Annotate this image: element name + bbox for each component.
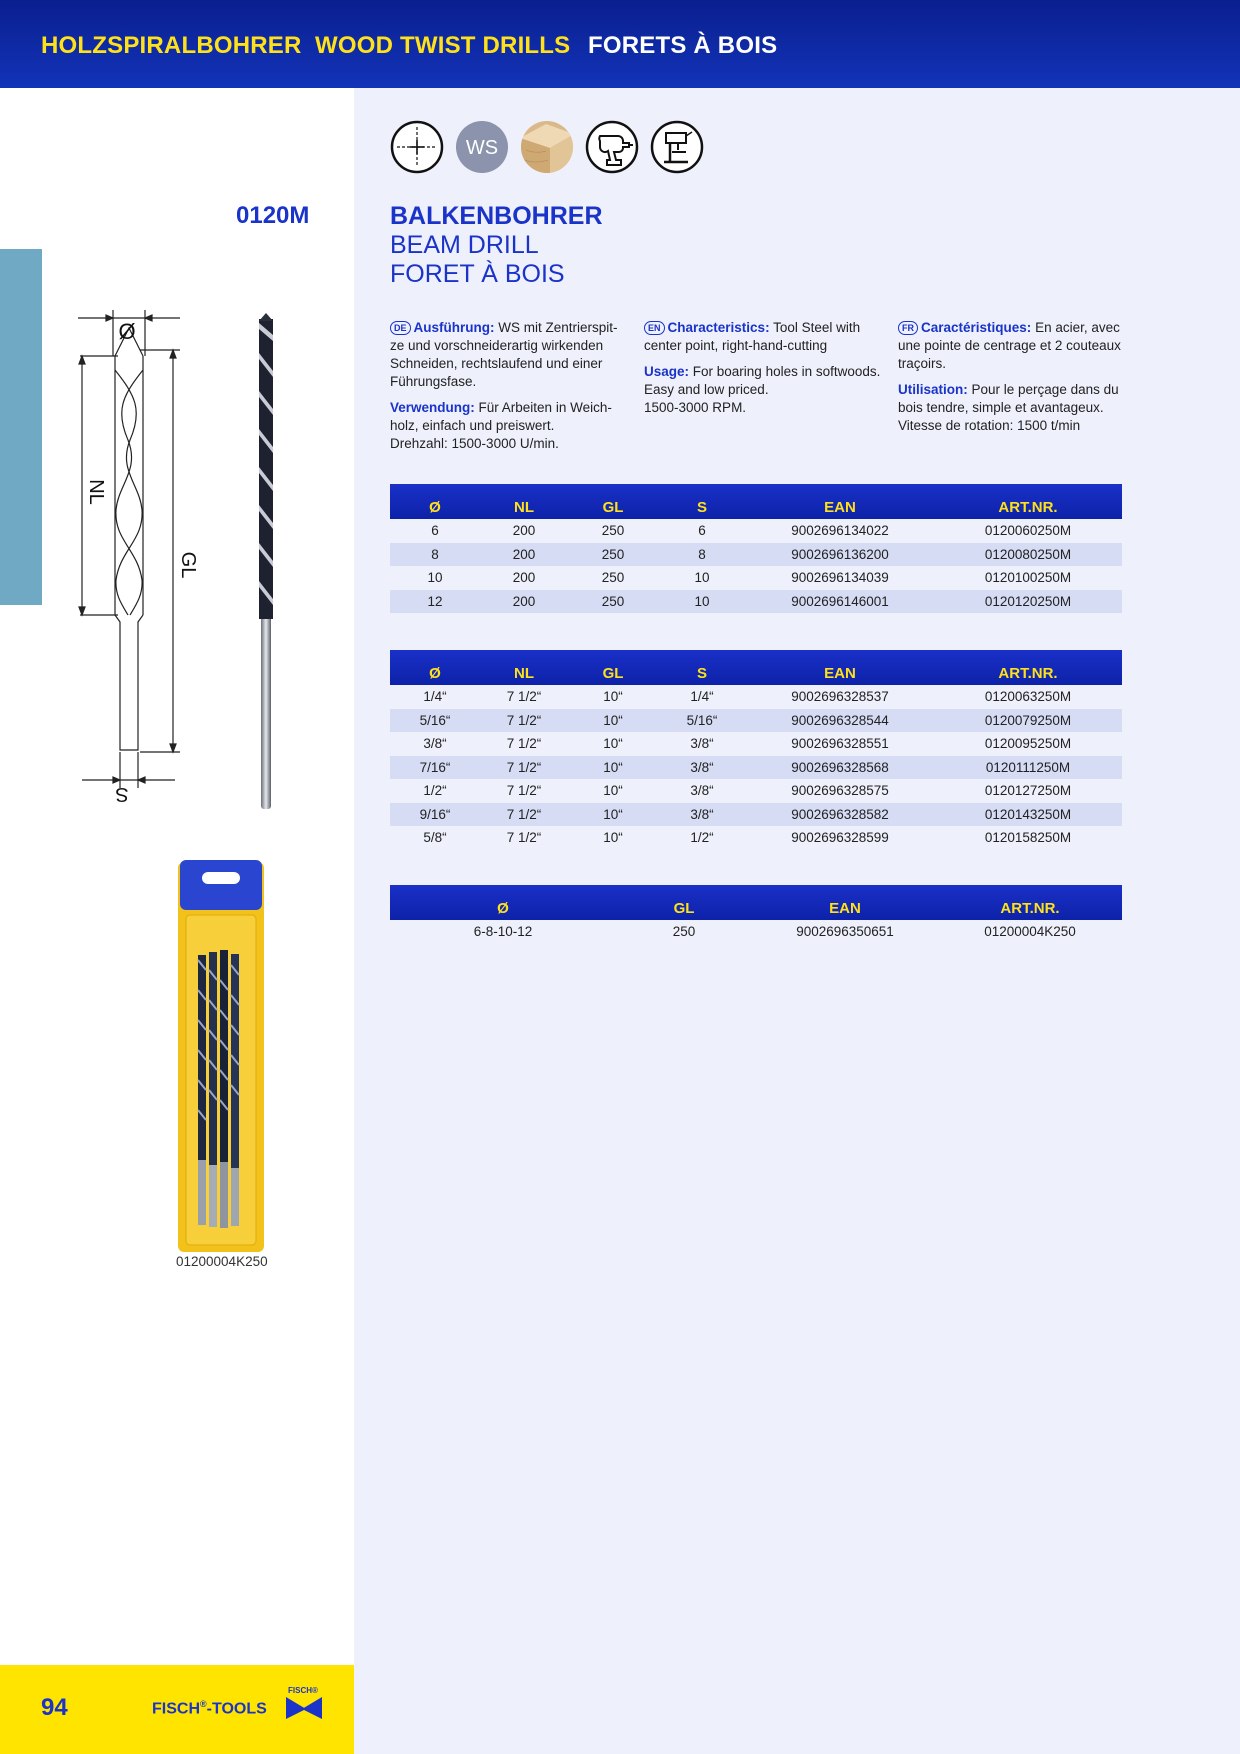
- speed-en: 1500-3000 RPM.: [644, 400, 747, 415]
- cell: 250: [568, 590, 658, 614]
- column-header: Ø: [390, 484, 480, 519]
- cell: 9002696350651: [752, 920, 938, 944]
- table-row: [390, 756, 1122, 780]
- cell: 200: [480, 566, 568, 590]
- cell: 6: [390, 519, 480, 543]
- column-header: EAN: [752, 885, 938, 920]
- usage-label-fr: Utilisation:: [898, 382, 968, 397]
- cell: 0120158250M: [934, 826, 1122, 850]
- crosshair-center-icon: [390, 120, 444, 174]
- spec-table-set: [390, 885, 1122, 944]
- speed-fr: Vitesse de rotation: 1500 t/min: [898, 418, 1081, 433]
- table-row: [390, 566, 1122, 590]
- header-title-en: WOOD TWIST DRILLS: [315, 32, 571, 59]
- table-row: [390, 803, 1122, 827]
- cell: 5/8“: [390, 826, 480, 850]
- cell: 200: [480, 543, 568, 567]
- cell: 9002696328568: [746, 756, 934, 780]
- column-header: ART.NR.: [938, 885, 1122, 920]
- table-header-row: [390, 885, 1122, 920]
- cell: 10“: [568, 685, 658, 709]
- drill-photo: [250, 313, 282, 813]
- cell: 250: [568, 566, 658, 590]
- char-text-en: Tool Steel with center point, right-hand-cutting: [644, 320, 861, 353]
- table-row: [390, 826, 1122, 850]
- cell: 7 1/2“: [480, 803, 568, 827]
- cell: 10: [658, 590, 746, 614]
- cell: 9002696328599: [746, 826, 934, 850]
- cell: 1/2“: [658, 826, 746, 850]
- table-row: [390, 543, 1122, 567]
- drill-press-icon: [650, 120, 704, 174]
- package-photo: [178, 860, 264, 1252]
- wood-block-icon: [520, 120, 574, 174]
- lang-badge-fr: FR: [898, 321, 918, 335]
- cell: 9002696134039: [746, 566, 934, 590]
- brand-text: FISCH: [152, 1700, 200, 1718]
- cell: 8: [390, 543, 480, 567]
- table-row: [390, 685, 1122, 709]
- cell: 9002696328544: [746, 709, 934, 733]
- product-name-en: BEAM DRILL: [390, 231, 539, 259]
- column-header: ART.NR.: [934, 484, 1122, 519]
- table-row: [390, 519, 1122, 543]
- cell: 0120100250M: [934, 566, 1122, 590]
- cell: 0120063250M: [934, 685, 1122, 709]
- cell: 10“: [568, 732, 658, 756]
- cell: 5/16“: [658, 709, 746, 733]
- column-header: GL: [568, 650, 658, 685]
- column-header: EAN: [746, 650, 934, 685]
- column-header: GL: [568, 484, 658, 519]
- page-header: [0, 0, 1240, 88]
- s-label: S: [115, 783, 129, 805]
- cell: 3/8“: [658, 779, 746, 803]
- brand-logo-text: FISCH®: [288, 1686, 318, 1695]
- cell: 1/2“: [390, 779, 480, 803]
- cell: 7 1/2“: [480, 709, 568, 733]
- lang-badge-de: DE: [390, 321, 411, 335]
- column-header: S: [658, 484, 746, 519]
- cell: 6: [658, 519, 746, 543]
- cell: 7 1/2“: [480, 685, 568, 709]
- product-name-fr: FORET À BOIS: [390, 260, 565, 288]
- cell: 1/4“: [658, 685, 746, 709]
- cell: 9002696328551: [746, 732, 934, 756]
- usage-label-en: Usage:: [644, 364, 690, 379]
- cell: 9002696136200: [746, 543, 934, 567]
- table-row: [390, 920, 1122, 944]
- cell: 10“: [568, 756, 658, 780]
- cell: 7/16“: [390, 756, 480, 780]
- column-header: ART.NR.: [934, 650, 1122, 685]
- diameter-label: Ø: [118, 319, 136, 344]
- cell: 250: [616, 920, 752, 944]
- description-en: [644, 319, 884, 417]
- cell: 0120111250M: [934, 756, 1122, 780]
- cell: 10“: [568, 709, 658, 733]
- cell: 9/16“: [390, 803, 480, 827]
- table-row: [390, 732, 1122, 756]
- column-header: NL: [480, 650, 568, 685]
- cell: 3/8“: [390, 732, 480, 756]
- header-title-fr: FORETS À BOIS: [588, 32, 778, 59]
- product-titles: [390, 202, 603, 289]
- cell: 250: [568, 519, 658, 543]
- usage-text-de: Für Arbeiten in Weich-holz, einfach und preiswert.: [390, 400, 612, 433]
- cell: 9002696328575: [746, 779, 934, 803]
- package-label: 01200004K250: [176, 1254, 268, 1269]
- cell: 3/8“: [658, 732, 746, 756]
- table-row: [390, 779, 1122, 803]
- cell: 7 1/2“: [480, 826, 568, 850]
- usage-text-fr: Pour le perçage dans du bois tendre, simple et avantageux.: [898, 382, 1119, 415]
- table-header-row: [390, 650, 1122, 685]
- usage-text-en: For boaring holes in softwoods. Easy and low priced.: [644, 364, 881, 397]
- cell: 3/8“: [658, 803, 746, 827]
- column-header: S: [658, 650, 746, 685]
- cell: 10“: [568, 803, 658, 827]
- cell: 9002696146001: [746, 590, 934, 614]
- cell: 0120120250M: [934, 590, 1122, 614]
- fisch-logo-icon: [284, 1685, 324, 1721]
- cell: 0120127250M: [934, 779, 1122, 803]
- cell: 6-8-10-12: [390, 920, 616, 944]
- speed-de: Drehzahl: 1500-3000 U/min.: [390, 436, 559, 451]
- cell: 9002696134022: [746, 519, 934, 543]
- cell: 9002696328582: [746, 803, 934, 827]
- spec-table-inch: [390, 650, 1122, 850]
- cell: 0120060250M: [934, 519, 1122, 543]
- cell: 01200004K250: [938, 920, 1122, 944]
- cell: 0120095250M: [934, 732, 1122, 756]
- cell: 9002696328537: [746, 685, 934, 709]
- cell: 250: [568, 543, 658, 567]
- cell: 7 1/2“: [480, 779, 568, 803]
- char-label-de: Ausführung:: [413, 320, 495, 335]
- brand-suffix: -TOOLS: [206, 1700, 267, 1718]
- description-de: [390, 319, 630, 453]
- nl-label: NL: [85, 479, 107, 505]
- cell: 1/4“: [390, 685, 480, 709]
- cell: 7 1/2“: [480, 756, 568, 780]
- description-fr: [898, 319, 1138, 435]
- brand-name: [152, 1699, 267, 1718]
- product-code: 0120M: [236, 202, 310, 229]
- cell: 10: [390, 566, 480, 590]
- table-header-row: [390, 484, 1122, 519]
- product-name-de: BALKENBOHRER: [390, 202, 603, 230]
- char-label-fr: Caractéristiques:: [921, 320, 1032, 335]
- cordless-drill-icon: [585, 120, 639, 174]
- table-row: [390, 709, 1122, 733]
- char-text-fr: En acier, avec une pointe de centrage et 2 couteaux traçoirs.: [898, 320, 1121, 371]
- column-header: GL: [616, 885, 752, 920]
- cell: 200: [480, 519, 568, 543]
- ws-icon-text: WS: [465, 137, 499, 159]
- table-row: [390, 590, 1122, 614]
- side-tab: [0, 249, 42, 605]
- cell: 0120079250M: [934, 709, 1122, 733]
- cell: 10“: [568, 779, 658, 803]
- header-title-de: HOLZSPIRALBOHRER: [41, 32, 302, 59]
- usage-label-de: Verwendung:: [390, 400, 475, 415]
- ws-material-icon: [455, 120, 509, 174]
- cell: 0120143250M: [934, 803, 1122, 827]
- cell: 10“: [568, 826, 658, 850]
- column-header: EAN: [746, 484, 934, 519]
- cell: 0120080250M: [934, 543, 1122, 567]
- cell: 8: [658, 543, 746, 567]
- page-number: 94: [41, 1694, 68, 1721]
- cell: 5/16“: [390, 709, 480, 733]
- column-header: Ø: [390, 885, 616, 920]
- cell: 3/8“: [658, 756, 746, 780]
- char-label-en: Characteristics:: [667, 320, 770, 335]
- cell: 12: [390, 590, 480, 614]
- column-header: Ø: [390, 650, 480, 685]
- spec-table-metric: [390, 484, 1122, 613]
- lang-badge-en: EN: [644, 321, 665, 335]
- cell: 200: [480, 590, 568, 614]
- char-text-de: WS mit Zentrierspit-ze und vorschneiderartig wirkenden Schneiden, rechtslaufend und einer Führungsfase.: [390, 320, 618, 389]
- column-header: NL: [480, 484, 568, 519]
- technical-drawing: [60, 300, 199, 805]
- brand-reg: ®: [200, 1699, 207, 1709]
- cell: 7 1/2“: [480, 732, 568, 756]
- gl-label: GL: [177, 551, 199, 579]
- cell: 10: [658, 566, 746, 590]
